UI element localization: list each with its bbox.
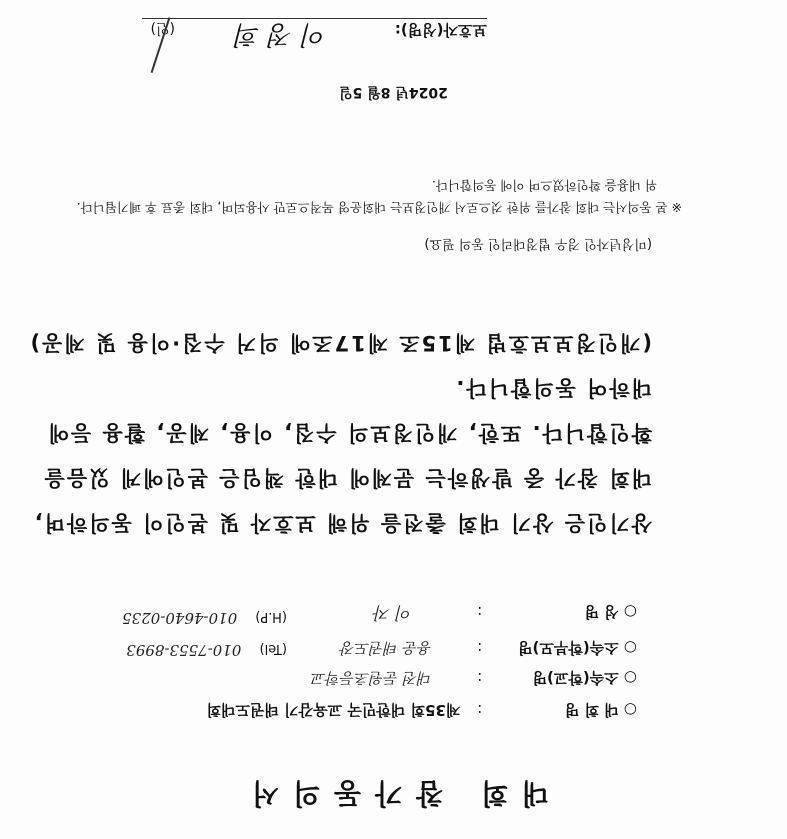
body-line-3: 확인합니다. 또한, 개인정보의 수집, 이용, 제공, 활용 등에	[46, 421, 652, 445]
phone-hp-value: 010-4640-0235	[122, 609, 238, 627]
pen-stroke-mark	[132, 11, 171, 73]
info-key-event: ○ 대 회 명	[564, 701, 637, 719]
info-value-event: 제35회 대한민국 교육감기 태권도대회	[206, 701, 461, 719]
info-row-school	[312, 668, 637, 689]
body-line-4: 대하여 동의합니다.	[454, 376, 652, 400]
document-title: 대회 참가동의서	[237, 777, 550, 810]
info-sep: :	[477, 669, 483, 687]
info-key-guardian-org: ○ 소속(학부모)명	[518, 639, 637, 657]
footnote-line-2: 위 내용을 확인하였으며 이에 동의합니다.	[431, 178, 657, 193]
phone-hp	[122, 609, 287, 627]
info-sep: :	[477, 603, 483, 621]
body-line-1: 상기인은 상기 대회 출전을 위해 보호자 및 본인이 동의하며,	[32, 511, 652, 535]
phone-tel-label: (Tel)	[259, 641, 287, 656]
info-key-school: ○ 소속(학교)명	[532, 669, 637, 687]
info-row-name	[374, 602, 637, 627]
signature-handwriting: 이 정 희	[235, 19, 327, 49]
info-sep: :	[477, 701, 483, 719]
info-sep: :	[477, 639, 483, 657]
document-date: 2024년 8월 5일	[339, 84, 448, 100]
info-value-school: 대전 둔원초등학교	[311, 669, 433, 687]
parenthetical-note: (미성년자인 경우 법정대리인 동의 필요)	[424, 236, 652, 251]
info-row-guardian-org	[341, 638, 637, 659]
info-key-name: ○ 성 명	[584, 603, 637, 621]
body-line-5: (개인정보보호법 제15조 제17조에 의거 수집·이용 및 제공)	[28, 331, 652, 355]
phone-hp-label: (H.P)	[255, 609, 287, 624]
footnote-line-1: ※ 본 동의서는 대회 참가를 위한 것으로서 개인정보는 대회운영 목적으로만 사용되며, 대회 종료 후 폐기됩니다.	[76, 200, 682, 215]
body-line-2: 대회 참가 중 발생하는 문제에 대한 책임은 본인에게 있음을	[42, 466, 652, 490]
info-value-name: 이 자	[374, 602, 413, 622]
phone-tel	[126, 641, 287, 659]
info-value-guardian-org: 용운 태권도장	[340, 639, 433, 657]
phone-tel-value: 010-7553-8993	[126, 641, 242, 659]
info-row-event	[206, 700, 637, 721]
signature-line	[142, 18, 487, 19]
signature-label: 보호자(성명):	[394, 21, 487, 39]
seal-mark: (인)	[150, 20, 175, 36]
